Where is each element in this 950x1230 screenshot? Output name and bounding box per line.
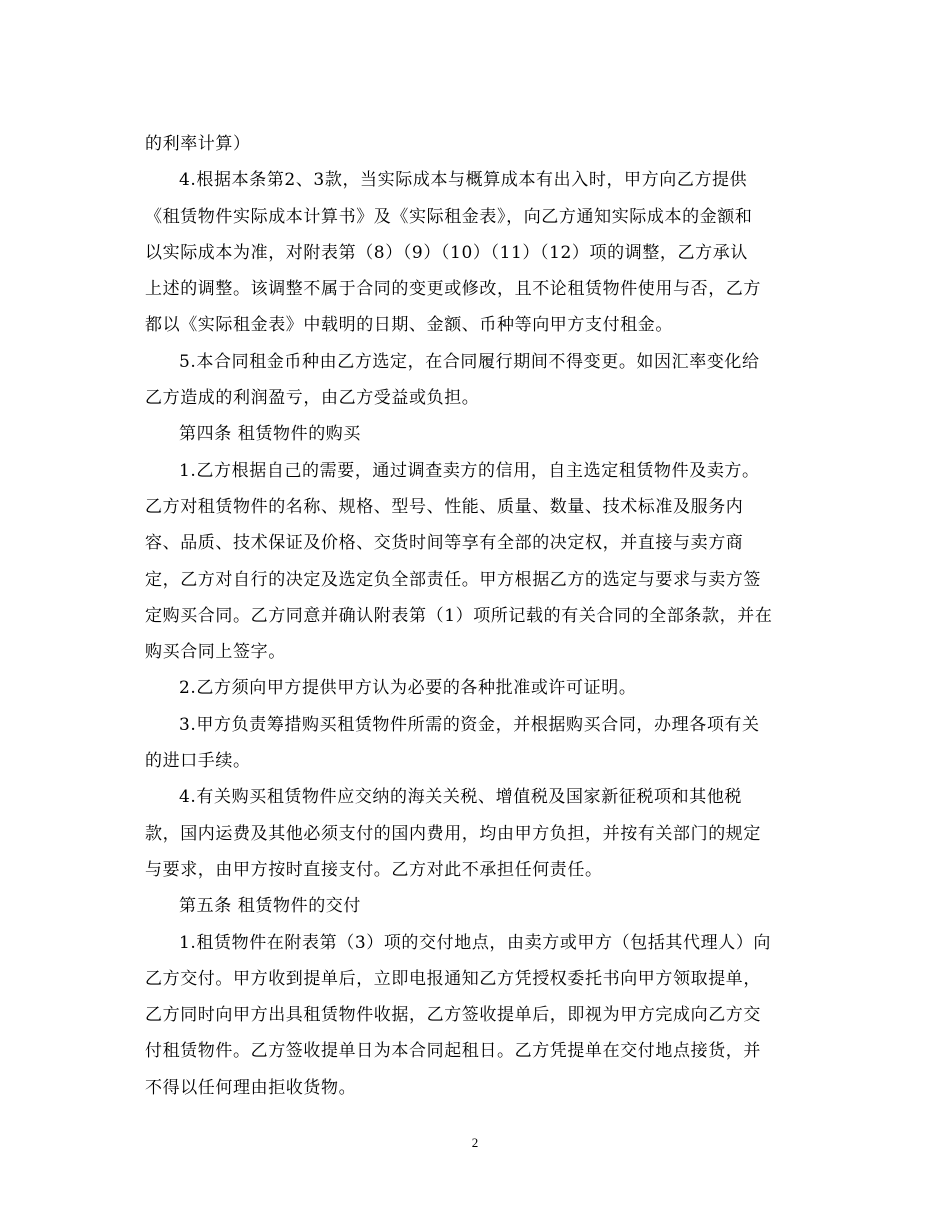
text-line: 乙方同时向甲方出具租赁物件收据，乙方签收提单后，即视为甲方完成向乙方交 xyxy=(145,1005,761,1026)
text-line: 4.有关购买租赁物件应交纳的海关关税、增值税及国家新征税项和其他税 xyxy=(179,787,743,808)
text-line: 《租赁物件实际成本计算书》及《实际租金表》，向乙方通知实际成本的金额和 xyxy=(145,206,753,227)
text-line: 第四条 租赁物件的购买 xyxy=(179,424,362,445)
paragraph xyxy=(145,925,807,1106)
text-line: 上述的调整。该调整不属于合同的变更或修改，且不论租赁物件使用与否，乙方 xyxy=(145,279,761,300)
text-line: 乙方造成的利润盈亏，由乙方受益或负担。 xyxy=(145,388,480,409)
text-line: 4.根据本条第2、3款，当实际成本与概算成本有出入时，甲方向乙方提供 xyxy=(179,170,748,191)
text-line: 定，乙方对自行的决定及选定负全部责任。甲方根据乙方的选定与要求与卖方签 xyxy=(145,569,761,590)
text-line: 2.乙方须向甲方提供甲方认为必要的各种批准或许可证明。 xyxy=(179,678,637,699)
text-line: 容、品质、技术保证及价格、交货时间等享有全部的决定权，并直接与卖方商 xyxy=(145,533,744,554)
paragraph xyxy=(145,162,807,343)
text-line: 都以《实际租金表》中载明的日期、金额、币种等向甲方支付租金。 xyxy=(145,315,673,336)
page-number: 2 xyxy=(471,1135,479,1150)
text-line: 定购买合同。乙方同意并确认附表第（1）项所记载的有关合同的全部条款，并在 xyxy=(145,605,773,626)
paragraph xyxy=(145,126,807,162)
text-line: 购买合同上签字。 xyxy=(145,642,286,663)
paragraph xyxy=(145,888,807,924)
document-body xyxy=(145,126,807,1106)
paragraph xyxy=(145,344,807,417)
paragraph xyxy=(145,416,807,452)
paragraph xyxy=(145,453,807,671)
text-line: 的进口手续。 xyxy=(145,751,251,772)
paragraph xyxy=(145,670,807,706)
text-line: 5.本合同租金币种由乙方选定，在合同履行期间不得变更。如因汇率变化给 xyxy=(179,351,760,372)
paragraph xyxy=(145,707,807,780)
text-line: 不得以任何理由拒收货物。 xyxy=(145,1077,357,1098)
text-line: 与要求，由甲方按时直接支付。乙方对此不承担任何责任。 xyxy=(145,859,603,880)
text-line: 3.甲方负责筹措购买租赁物件所需的资金，并根据购买合同，办理各项有关 xyxy=(179,714,760,735)
text-line: 的利率计算） xyxy=(145,134,251,154)
text-line: 第五条 租赁物件的交付 xyxy=(179,896,362,917)
text-line: 付租赁物件。乙方签收提单日为本合同起租日。乙方凭提单在交付地点接货，并 xyxy=(145,1041,761,1062)
text-line: 款，国内运费及其他必须支付的国内费用，均由甲方负担，并按有关部门的规定 xyxy=(145,823,761,844)
paragraph xyxy=(145,779,807,888)
text-line: 以实际成本为准，对附表第（8）（9）（10）（11）（12）项的调整，乙方承认 xyxy=(145,242,748,263)
text-line: 乙方交付。甲方收到提单后，立即电报通知乙方凭授权委托书向甲方领取提单， xyxy=(145,968,761,989)
text-line: 1.租赁物件在附表第（3）项的交付地点，由卖方或甲方（包括其代理人）向 xyxy=(179,932,772,953)
text-line: 乙方对租赁物件的名称、规格、型号、性能、质量、数量、技术标准及服务内 xyxy=(145,496,744,517)
text-line: 1.乙方根据自己的需要，通过调查卖方的信用，自主选定租赁物件及卖方。 xyxy=(179,460,760,481)
